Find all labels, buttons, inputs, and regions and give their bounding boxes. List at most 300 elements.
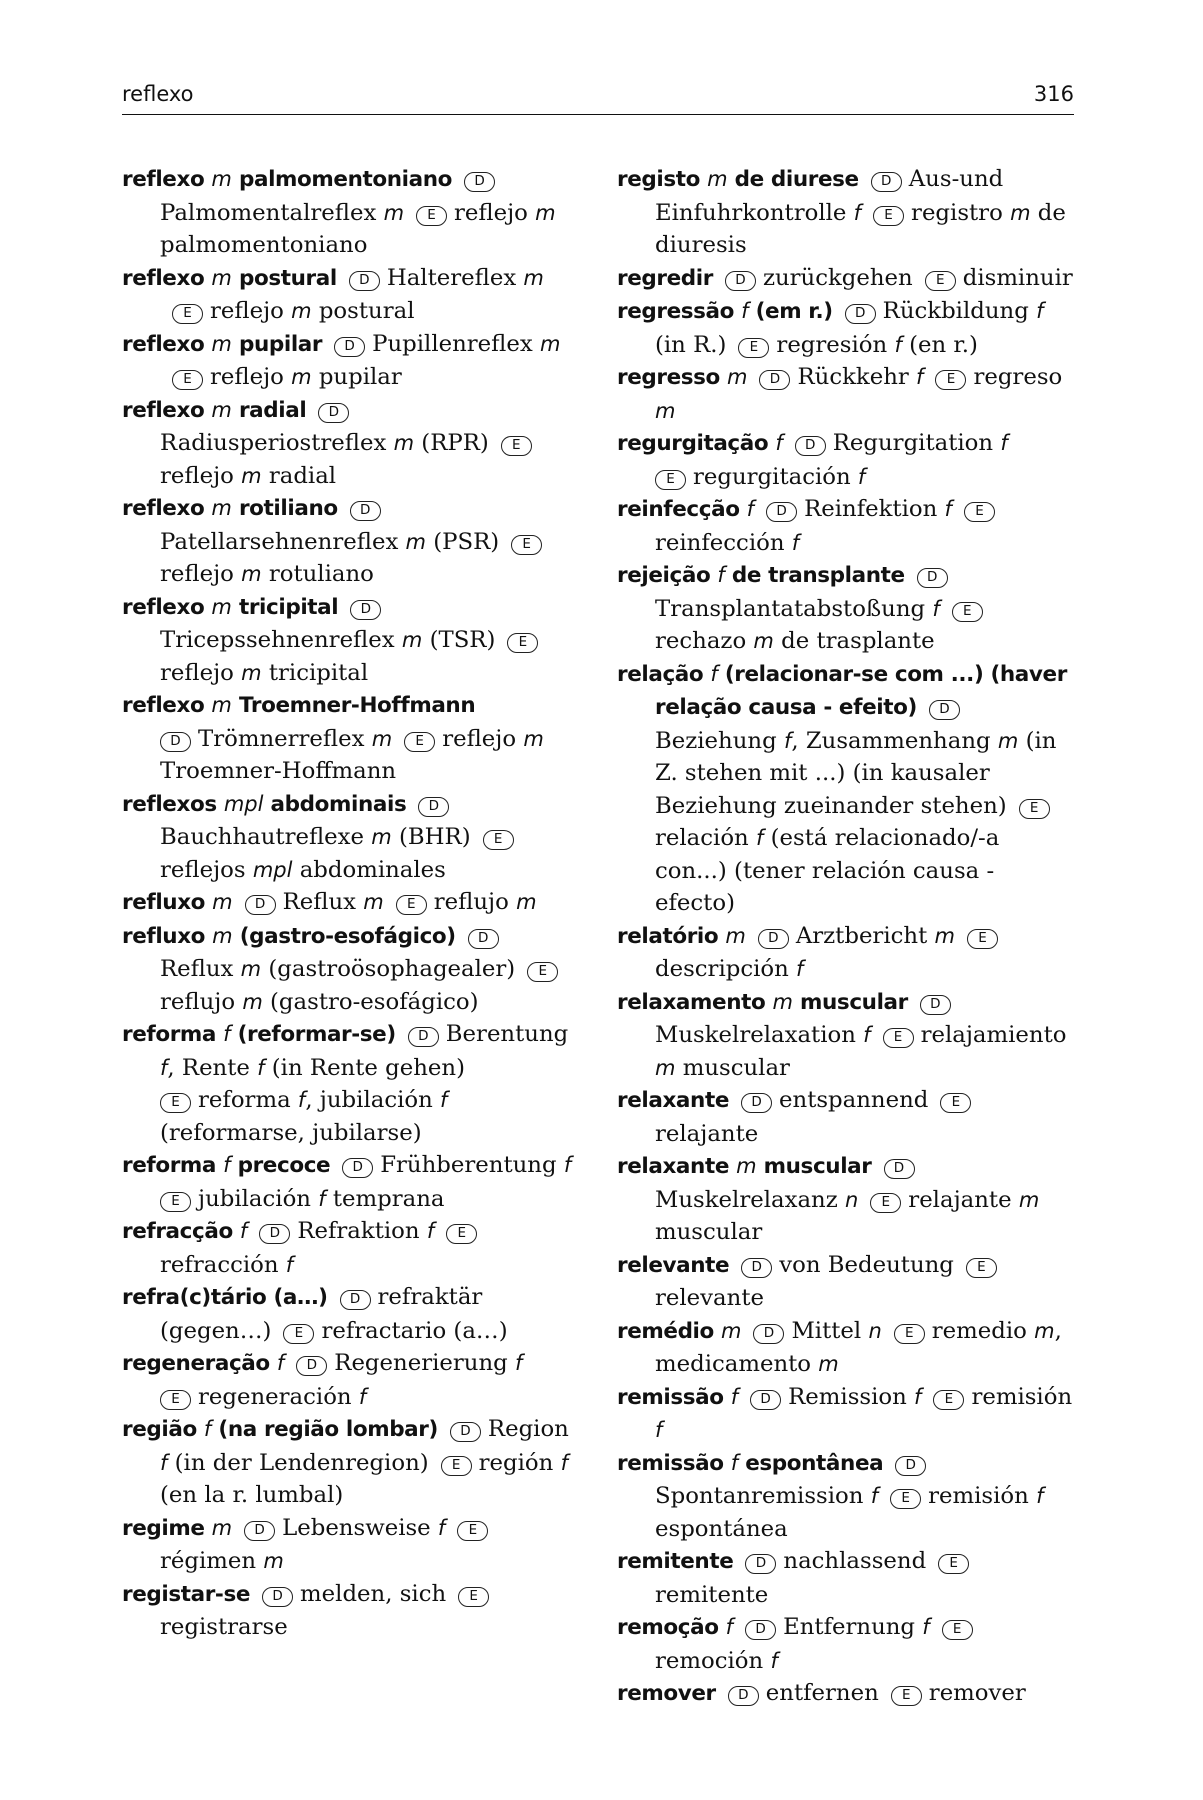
- translation-text: Haltereflex: [386, 264, 524, 291]
- gender-marker: m: [934, 923, 955, 948]
- gender-marker: m: [363, 890, 384, 914]
- translation-text: Aus-und Einfuhrkontrolle: [655, 166, 1004, 226]
- entry-term: reflexo: [122, 496, 212, 521]
- gender-marker: m: [725, 923, 746, 948]
- entry-term: regeneração: [122, 1351, 277, 1376]
- spanish-label-icon: E: [283, 1324, 314, 1344]
- entry-term: reforma: [122, 1153, 224, 1178]
- translation-text: melden, sich: [300, 1580, 447, 1607]
- translation-text: (in Z. stehen mit ...) (in kausaler Beziehung zueinander stehen): [655, 727, 1057, 819]
- entry-term: reinfecção: [617, 497, 747, 522]
- gender-marker: m: [211, 331, 232, 356]
- gender-marker: m: [240, 957, 262, 981]
- translation-text: reflejo: [160, 659, 242, 686]
- spanish-label-icon: E: [942, 1620, 973, 1640]
- translation-text: jubilación: [198, 1185, 319, 1212]
- translation-text: relajamiento: [920, 1022, 1067, 1048]
- entry-term: regurgitação: [617, 431, 776, 456]
- spanish-label-icon: E: [416, 206, 447, 226]
- german-label-icon: D: [845, 304, 876, 324]
- entry-term: relaxamento: [617, 989, 773, 1015]
- entry-term: muscular: [792, 989, 908, 1015]
- translation-text: Berentung: [445, 1021, 569, 1047]
- translation-text: remover: [928, 1680, 1026, 1706]
- german-label-icon: D: [871, 172, 902, 192]
- german-label-icon: D: [759, 370, 790, 390]
- gender-marker: f: [203, 1417, 212, 1441]
- entry-term: regressão: [617, 299, 742, 324]
- translation-text: regresión: [776, 331, 895, 358]
- entry-term: refluxo: [122, 923, 213, 949]
- gender-marker: f: [755, 826, 764, 850]
- dictionary-entry: [122, 1578, 577, 1644]
- translation-text: nachlassend: [783, 1548, 927, 1574]
- gender-marker: m: [1010, 200, 1031, 225]
- gender-marker: m: [655, 398, 676, 423]
- gender-marker: m: [707, 167, 728, 191]
- dictionary-entry: [122, 886, 577, 920]
- translation-text: refraktär (gegen…): [160, 1284, 483, 1344]
- dictionary-entry: [617, 986, 1075, 1085]
- dictionary-entry: [617, 1611, 1075, 1677]
- spanish-label-icon: E: [891, 1686, 922, 1706]
- gender-marker: m: [772, 989, 793, 1014]
- entry-term: relação: [617, 661, 711, 687]
- gender-marker: m: [753, 629, 774, 653]
- translation-text: entfernen: [765, 1680, 879, 1706]
- translation-text: (está relacionado/-a con...) (tener relación causa - efecto): [655, 825, 1000, 916]
- spanish-label-icon: E: [883, 1028, 914, 1048]
- entry-term: de transplante: [724, 563, 905, 588]
- translation-text: (TSR): [422, 627, 496, 653]
- translation-text: reinfección: [655, 529, 792, 556]
- german-label-icon: D: [917, 568, 948, 588]
- translation-text: Rückbildung: [882, 298, 1037, 324]
- dictionary-entry: [122, 1149, 577, 1215]
- entry-term: reflexos: [122, 791, 224, 817]
- german-label-icon: D: [259, 1224, 290, 1244]
- translation-text: Region: [487, 1416, 569, 1442]
- german-label-icon: D: [468, 929, 499, 949]
- gender-marker: f: [257, 1055, 265, 1080]
- entry-term: região: [122, 1417, 204, 1442]
- gender-marker: m: [655, 1055, 676, 1080]
- translation-text: Entfernung: [783, 1614, 923, 1640]
- german-label-icon: D: [262, 1587, 293, 1607]
- translation-text: reflujo: [160, 988, 243, 1015]
- gender-marker: f: [563, 1153, 572, 1177]
- entry-term: regresso: [617, 365, 728, 390]
- dictionary-entry: [122, 1215, 577, 1281]
- dictionary-entry: [617, 163, 1075, 262]
- entry-term: remoção: [617, 1615, 726, 1640]
- gender-marker: f: [285, 1252, 294, 1277]
- translation-text: Tricepssehnenreflex: [160, 627, 402, 653]
- gender-marker: m: [1018, 1187, 1040, 1212]
- entry-term: muscular: [756, 1154, 872, 1179]
- translation-text: descripción: [655, 956, 797, 982]
- translation-text: reflejo: [442, 725, 524, 752]
- entry-term: remédio: [617, 1318, 721, 1344]
- entry-term: registo: [617, 167, 708, 192]
- translation-text: postural: [311, 298, 415, 324]
- gender-marker: f: [1036, 299, 1044, 323]
- translation-text: registrarse: [160, 1614, 288, 1640]
- german-label-icon: D: [450, 1422, 481, 1442]
- translation-text: Muskelrelaxation: [655, 1022, 864, 1048]
- gender-marker: f: [730, 1384, 739, 1409]
- translation-text: Reinfektion: [804, 496, 945, 522]
- dictionary-entry: [617, 262, 1075, 296]
- entry-term: remissão: [617, 1450, 731, 1476]
- german-label-icon: D: [795, 436, 826, 456]
- gender-marker: m: [211, 496, 232, 520]
- entry-term: refracção: [122, 1219, 240, 1244]
- entry-term: reforma: [122, 1022, 224, 1047]
- gender-marker: m: [727, 365, 748, 389]
- gender-marker: f: [297, 1088, 306, 1112]
- gender-marker: f: [276, 1351, 285, 1375]
- entry-term: reflexo: [122, 693, 212, 718]
- translation-text: Arztbericht: [795, 922, 935, 949]
- translation-text: (reformarse, jubilarse): [160, 1119, 422, 1146]
- dictionary-entry: [617, 1150, 1075, 1249]
- gender-marker: f: [160, 1055, 168, 1080]
- dictionary-entry: [617, 1249, 1075, 1315]
- entry-term: palmomentoniano: [231, 167, 453, 192]
- gender-marker: f: [741, 299, 749, 323]
- gender-marker: f: [223, 1022, 231, 1046]
- translation-text: (en la r. lumbal): [160, 1482, 344, 1508]
- dictionary-entry: [617, 1677, 1075, 1711]
- german-label-icon: D: [750, 1390, 781, 1410]
- translation-text: Remission: [788, 1383, 915, 1410]
- dictionary-entry: [122, 328, 577, 394]
- spanish-label-icon: E: [396, 895, 427, 915]
- translation-text: reflejo: [160, 561, 242, 587]
- entry-term: Troemner-Hoffmann: [231, 693, 476, 718]
- translation-text: reflejos: [160, 856, 253, 883]
- german-label-icon: D: [895, 1456, 926, 1476]
- translation-text: Lebensweise: [282, 1514, 438, 1541]
- left-column: [122, 163, 577, 1644]
- gender-marker: m: [211, 594, 232, 619]
- translation-text: (in Rente gehen): [264, 1054, 465, 1081]
- gender-marker: m: [539, 331, 561, 356]
- spanish-label-icon: E: [966, 1258, 997, 1278]
- gender-marker: f: [853, 200, 862, 225]
- entry-term: postural: [231, 265, 337, 291]
- gender-marker: f: [796, 957, 804, 981]
- translation-text: (BHR): [391, 824, 471, 850]
- translation-text: entspannend: [779, 1087, 929, 1113]
- spanish-label-icon: E: [483, 830, 514, 850]
- entry-term: tricipital: [231, 594, 339, 620]
- gender-marker: m: [211, 693, 232, 717]
- spanish-label-icon: E: [457, 1521, 488, 1541]
- gender-marker: m: [818, 1352, 839, 1376]
- spanish-label-icon: E: [870, 1193, 901, 1213]
- gender-marker: f: [746, 497, 755, 521]
- page-number: 316: [1033, 82, 1074, 106]
- spanish-label-icon: E: [894, 1324, 925, 1344]
- translation-text: relajante: [655, 1120, 759, 1147]
- translation-text: región: [478, 1449, 561, 1476]
- entry-term: remitente: [617, 1549, 734, 1574]
- translation-text: zurückgehen: [762, 264, 913, 291]
- dictionary-entry: [617, 1545, 1075, 1611]
- gender-marker: m: [212, 890, 233, 914]
- entry-term: reflexo: [122, 167, 212, 192]
- translation-text: regeneración: [198, 1383, 359, 1410]
- german-label-icon: D: [884, 1159, 915, 1179]
- german-label-icon: D: [334, 337, 365, 357]
- dictionary-entry: [617, 920, 1075, 986]
- gender-marker: f: [717, 563, 725, 587]
- entry-term: (gastro-esofágico): [232, 923, 456, 949]
- german-label-icon: D: [418, 797, 449, 817]
- gender-marker: f: [358, 1384, 367, 1409]
- dictionary-entry: [617, 1084, 1075, 1150]
- translation-text: régimen: [160, 1548, 264, 1574]
- entry-term: rotiliano: [231, 496, 338, 521]
- translation-text: reflejo: [454, 199, 536, 226]
- spanish-label-icon: E: [511, 535, 542, 555]
- translation-text: regreso: [973, 364, 1063, 390]
- gender-marker: f: [437, 1515, 446, 1540]
- dictionary-entry: [617, 1381, 1075, 1447]
- spanish-label-icon: E: [952, 602, 983, 622]
- entry-term: (em r.): [748, 299, 833, 324]
- dictionary-entry: [122, 1347, 577, 1413]
- entry-term: (reformar-se): [230, 1022, 396, 1047]
- translation-text: tricipital: [261, 659, 369, 686]
- gender-marker: f: [857, 464, 866, 489]
- translation-text: (in R.): [655, 331, 727, 358]
- dictionary-entry: [617, 361, 1075, 427]
- gender-marker: m: [371, 825, 392, 849]
- entry-term: relatório: [617, 923, 726, 949]
- translation-text: Transplantatabstoßung: [655, 595, 933, 622]
- translation-text: Refraktion: [297, 1218, 427, 1244]
- spanish-label-icon: E: [925, 271, 956, 291]
- entry-term: (relacionar-se com ...) (haver relação causa - efeito): [655, 661, 1067, 720]
- translation-text: abdominales: [292, 856, 446, 883]
- entry-term: remover: [617, 1681, 716, 1706]
- german-label-icon: D: [929, 700, 960, 720]
- dictionary-entry: [617, 295, 1075, 361]
- dictionary-entry: [617, 493, 1075, 559]
- translation-text: reforma: [198, 1087, 298, 1113]
- spanish-label-icon: E: [160, 1093, 191, 1113]
- german-label-icon: D: [244, 1521, 275, 1541]
- gender-marker: f: [1036, 1484, 1044, 1508]
- translation-text: Muskelrelaxanz: [655, 1186, 845, 1213]
- gender-marker: f: [914, 1384, 922, 1409]
- entry-term: refra(c)tário (a…): [122, 1285, 328, 1310]
- translation-text: radial: [261, 462, 337, 489]
- dictionary-entry: [122, 394, 577, 493]
- entry-term: relaxante: [617, 1088, 730, 1113]
- translation-text: relajante: [908, 1186, 1019, 1213]
- dictionary-entry: [617, 658, 1075, 920]
- entry-term: reflexo: [122, 331, 212, 357]
- spanish-label-icon: E: [160, 1192, 191, 1212]
- gender-marker: m: [405, 529, 427, 554]
- gender-marker: f: [514, 1351, 523, 1375]
- spanish-label-icon: E: [964, 502, 995, 522]
- translation-text: (RPR): [414, 430, 489, 456]
- translation-text: , medicamento: [655, 1317, 1062, 1377]
- entry-term: rejeição: [617, 563, 718, 588]
- gender-marker: m: [371, 726, 393, 751]
- translation-text: refracción: [160, 1251, 286, 1278]
- german-label-icon: D: [245, 895, 276, 915]
- translation-text: (gastro-esofágico): [262, 988, 479, 1015]
- translation-text: Radiusperiostreflex: [160, 430, 394, 456]
- translation-text: Regenerierung: [334, 1350, 515, 1376]
- german-label-icon: D: [753, 1324, 784, 1344]
- german-label-icon: D: [741, 1093, 772, 1113]
- dictionary-entry: [122, 788, 577, 887]
- gender-marker: m: [291, 365, 312, 389]
- gender-marker: f: [655, 1418, 663, 1442]
- translation-text: , Rente: [167, 1054, 258, 1081]
- translation-text: espontánea: [655, 1515, 788, 1542]
- translation-text: refractario (a…): [321, 1317, 508, 1344]
- translation-text: de diuresis: [655, 199, 1066, 258]
- spanish-label-icon: E: [933, 1390, 964, 1410]
- gender-marker: f: [863, 1023, 871, 1047]
- translation-text: Regurgitation: [832, 430, 1001, 456]
- gender-marker: f: [1000, 431, 1008, 455]
- gender-marker: m: [721, 1318, 742, 1343]
- spanish-label-icon: E: [527, 962, 558, 982]
- translation-text: de trasplante: [773, 628, 935, 654]
- translation-text: reflejo: [210, 298, 292, 324]
- german-label-icon: D: [408, 1027, 439, 1047]
- translation-text: Mittel: [791, 1317, 869, 1344]
- translation-text: reflejo: [160, 462, 242, 489]
- translation-text: (PSR): [426, 528, 500, 555]
- entry-term: reflexo: [122, 397, 212, 423]
- dictionary-entry: [122, 920, 577, 1019]
- gender-marker: m: [523, 265, 544, 290]
- german-label-icon: D: [745, 1620, 776, 1640]
- gender-marker: f: [318, 1186, 326, 1211]
- gender-marker: m: [241, 660, 262, 685]
- german-label-icon: D: [350, 501, 381, 521]
- translation-text: muscular: [655, 1219, 763, 1245]
- entry-term: regime: [122, 1515, 212, 1541]
- translation-text: regurgitación: [693, 463, 858, 490]
- dictionary-entry: [122, 1018, 577, 1149]
- german-label-icon: D: [745, 1554, 776, 1574]
- german-label-icon: D: [758, 929, 789, 949]
- spanish-label-icon: E: [501, 436, 532, 456]
- spanish-label-icon: E: [967, 929, 998, 949]
- translation-text: Rückkehr: [797, 364, 917, 390]
- gender-marker: n: [844, 1187, 859, 1212]
- gender-marker: f: [783, 728, 792, 753]
- gender-marker: f: [922, 1615, 930, 1639]
- gender-marker: m: [242, 989, 263, 1014]
- spanish-label-icon: E: [1019, 799, 1050, 819]
- dictionary-entry: [122, 262, 577, 328]
- entry-term: abdominais: [263, 791, 407, 817]
- entry-term: reflexo: [122, 594, 212, 620]
- spanish-label-icon: E: [940, 1093, 971, 1113]
- translation-text: reflejo: [210, 364, 292, 390]
- gender-marker: n: [868, 1318, 882, 1343]
- spanish-label-icon: E: [160, 1390, 191, 1410]
- dictionary-entry: [122, 1512, 577, 1578]
- gender-marker: f: [775, 431, 783, 455]
- dictionary-entry: [122, 591, 577, 690]
- gender-marker: m: [211, 397, 232, 422]
- spanish-label-icon: E: [172, 370, 203, 390]
- gender-marker: f: [894, 332, 902, 357]
- translation-text: palmomentoniano: [160, 232, 368, 258]
- spanish-label-icon: E: [655, 470, 686, 490]
- spanish-label-icon: E: [441, 1456, 472, 1476]
- translation-text: Troemner-Hoffmann: [160, 758, 397, 784]
- dictionary-entry: [122, 689, 577, 788]
- translation-text: pupilar: [311, 364, 402, 390]
- entry-term: relevante: [617, 1252, 730, 1278]
- gender-marker: f: [223, 1153, 231, 1177]
- german-label-icon: D: [318, 403, 349, 423]
- gender-marker: m: [736, 1154, 757, 1178]
- translation-text: , jubilación: [305, 1087, 441, 1113]
- gender-marker: m: [241, 562, 262, 586]
- gender-marker: m: [1034, 1318, 1055, 1343]
- dictionary-entry: [122, 1413, 577, 1512]
- german-label-icon: D: [464, 172, 495, 192]
- spanish-label-icon: E: [458, 1587, 489, 1607]
- entry-term: registar-se: [122, 1581, 251, 1607]
- spanish-label-icon: E: [172, 304, 203, 324]
- dictionary-entry: [122, 492, 577, 591]
- gender-marker: m: [523, 726, 544, 751]
- translation-text: (in der Lendenregion): [167, 1449, 429, 1476]
- german-label-icon: D: [725, 271, 756, 291]
- dictionary-entry: [617, 427, 1075, 493]
- running-headword: reflexo: [122, 82, 194, 106]
- translation-text: remisión: [928, 1483, 1037, 1509]
- gender-marker: mpl: [223, 791, 264, 816]
- gender-marker: m: [211, 167, 232, 191]
- spanish-label-icon: E: [938, 1554, 969, 1574]
- gender-marker: m: [997, 728, 1019, 753]
- translation-text: Frühberentung: [380, 1152, 564, 1178]
- entry-term: reflexo: [122, 265, 212, 291]
- gender-marker: m: [401, 628, 423, 652]
- translation-text: reflujo: [433, 889, 517, 915]
- translation-text: von Bedeutung: [779, 1251, 954, 1278]
- translation-text: remoción: [655, 1647, 771, 1674]
- gender-marker: f: [932, 596, 940, 621]
- translation-text: relevante: [655, 1285, 764, 1311]
- translation-text: Pupillenreflex: [372, 330, 540, 357]
- gender-marker: m: [212, 923, 233, 948]
- gender-marker: f: [916, 365, 924, 389]
- german-label-icon: D: [340, 1290, 371, 1310]
- translation-text: (gastroösophagealer): [261, 956, 516, 982]
- entry-term: refluxo: [122, 890, 213, 915]
- gender-marker: m: [516, 890, 537, 914]
- translation-text: (en r.): [901, 331, 978, 358]
